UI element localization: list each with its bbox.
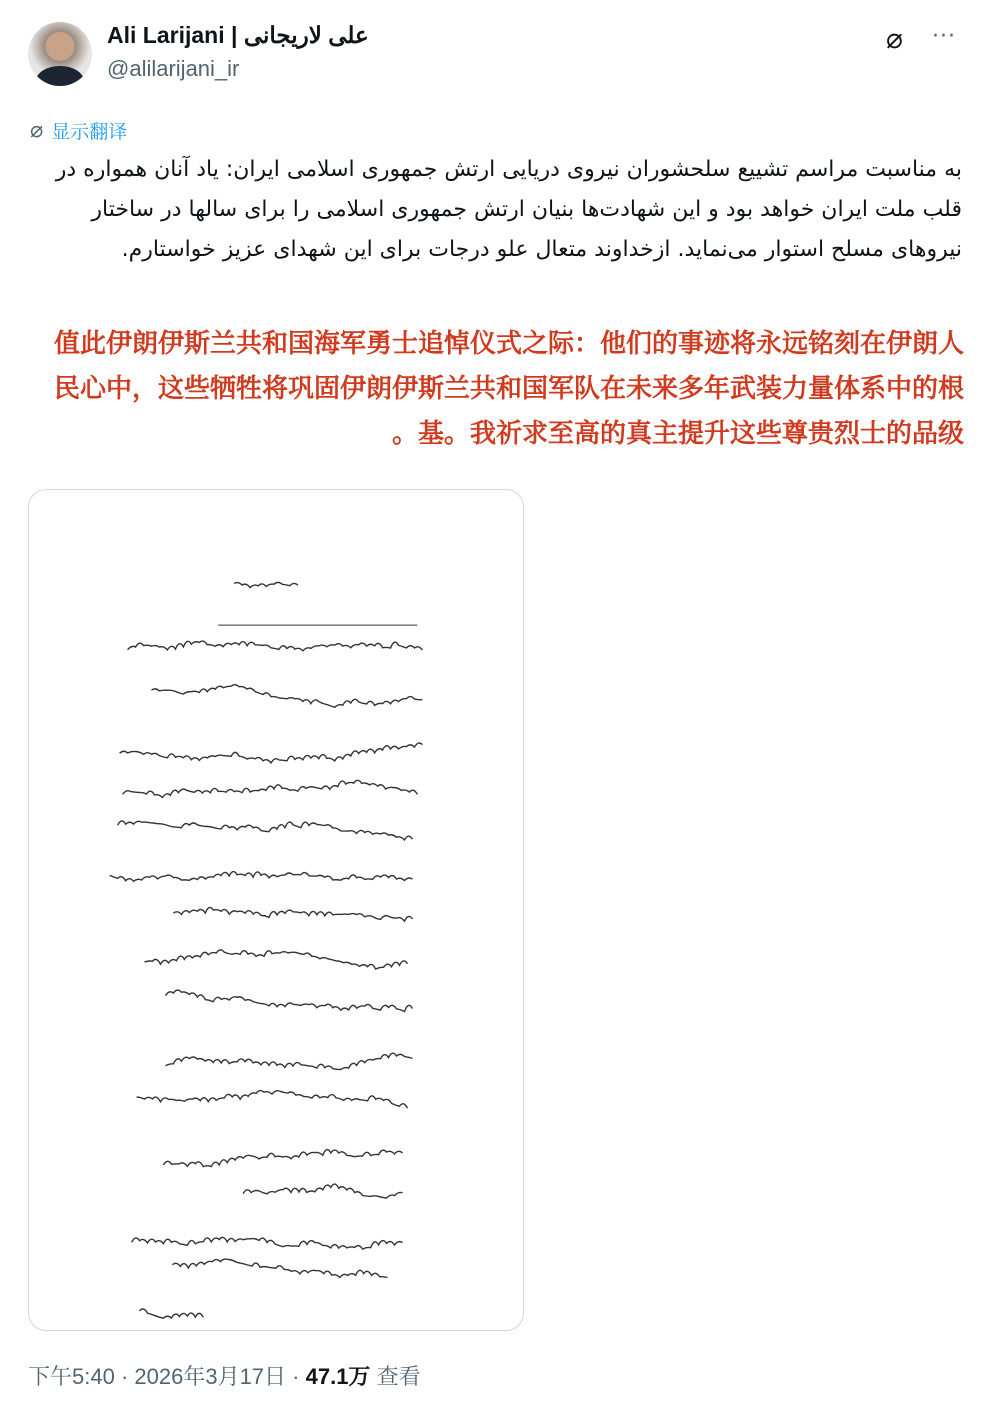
handwriting-line: [145, 950, 408, 969]
tweet-meta: 下午5:40 · 2026年3月17日 · 47.1万 查看: [28, 1364, 421, 1389]
handwriting-line: [123, 780, 418, 797]
handwriting-line: [234, 582, 298, 587]
handwritten-letter-image[interactable]: [28, 489, 524, 1331]
handwriting-line: [165, 1053, 412, 1069]
handwriting-line: [110, 872, 413, 882]
translation-text: 值此伊朗伊斯兰共和国海军勇士追悼仪式之际：他们的事迹将永远铭刻在伊朗人民心中，这些牺牲将巩固伊朗伊斯兰共和国军队在未来多年武装力量体系中的根基。我祈求至高的真主提升这些尊贵烈士的品级。: [53, 329, 964, 449]
author-name[interactable]: Ali Larijani | علی لاریجانی: [107, 22, 369, 48]
grok-translate-icon: ⌀: [30, 118, 44, 143]
tweet-date[interactable]: 2026年3月17日: [134, 1364, 287, 1389]
handwriting-line: [173, 907, 412, 921]
show-translation-label: 显示翻译: [51, 121, 128, 143]
tweet-time[interactable]: 下午5:40: [28, 1364, 115, 1389]
handwriting-line: [128, 641, 423, 651]
handwriting-drawing: [29, 490, 523, 1330]
grok-icon[interactable]: ⌀: [886, 22, 903, 55]
avatar[interactable]: [28, 22, 92, 86]
handwriting-line: [140, 1309, 204, 1318]
author-handle[interactable]: @alilarijani_ir: [107, 56, 240, 81]
handwriting-line: [163, 1150, 402, 1167]
tweet-text: به مناسبت مراسم تشییع سلحشوران نیروی دریایی ارتش جمهوری اسلامی ایران: یاد آنان همواره در قلب ملت ایران خواهد بود و این شهادت‌ها بنیان ارتش جمهوری اسلامی را برای سالها در ساختار نیروهای مسلح استوار می‌نماید. ازخداوند متعال علو درجات برای این شهدای عزیز خواستارم.: [55, 157, 962, 262]
handwriting-line: [165, 990, 412, 1011]
show-translation-button[interactable]: [30, 117, 127, 144]
handwriting-line: [152, 685, 423, 708]
handwriting-line: [132, 1237, 403, 1249]
handwriting-line: [243, 1184, 402, 1198]
view-count: 47.1万: [305, 1364, 371, 1389]
handwriting-line: [137, 1091, 408, 1109]
handwriting-line: [118, 821, 413, 840]
views-label: 查看: [376, 1364, 421, 1389]
more-icon[interactable]: ···: [932, 24, 956, 49]
handwriting-line: [172, 1259, 387, 1277]
handwriting-line: [120, 743, 423, 763]
